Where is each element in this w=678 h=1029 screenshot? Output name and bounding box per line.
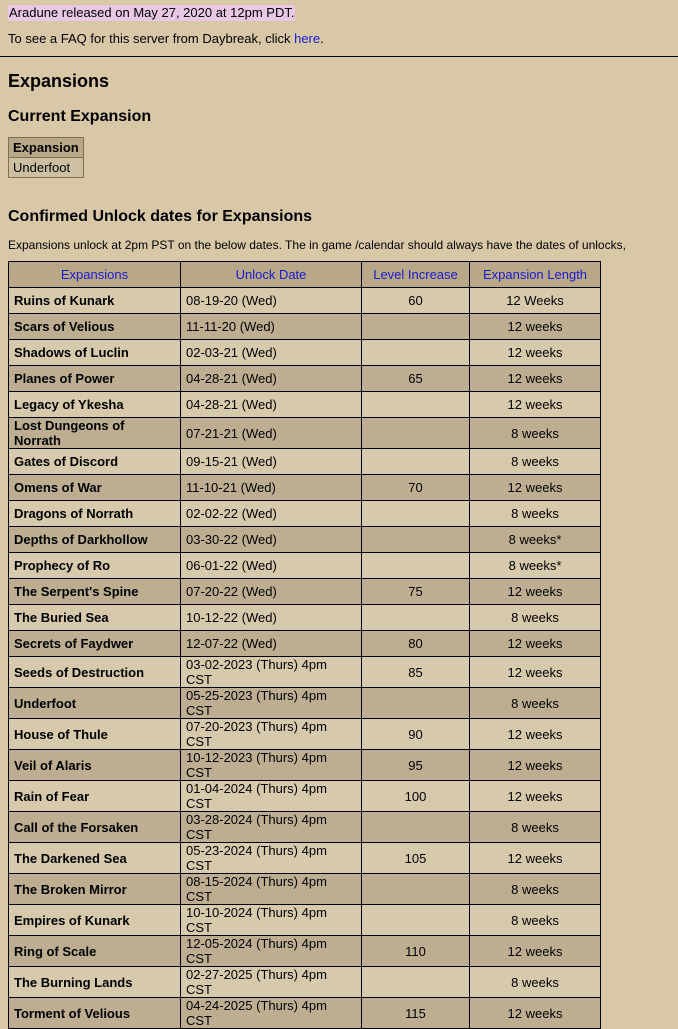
table-row xyxy=(9,288,601,314)
unlock-date-cell: 10-12-22 (Wed) xyxy=(181,605,362,631)
column-header-expansion-length[interactable]: Expansion Length xyxy=(470,262,601,288)
level-increase-cell xyxy=(362,392,470,418)
expansion-length-cell: 8 weeks xyxy=(470,905,601,936)
table-row xyxy=(9,719,601,750)
level-increase-cell: 100 xyxy=(362,781,470,812)
confirmed-unlock-heading: Confirmed Unlock dates for Expansions xyxy=(8,208,313,225)
level-increase-cell: 110 xyxy=(362,936,470,967)
table-row xyxy=(9,579,601,605)
level-increase-cell: 90 xyxy=(362,719,470,750)
table-row xyxy=(9,527,601,553)
expansion-name-cell: Rain of Fear xyxy=(9,781,181,812)
expansion-length-cell: 12 weeks xyxy=(470,998,601,1029)
level-increase-cell: 70 xyxy=(362,475,470,501)
unlock-intro-text: Expansions unlock at 2pm PST on the below dates. The in game /calendar should always have the dates of unlocks, xyxy=(8,238,626,252)
level-increase-cell xyxy=(362,812,470,843)
unlock-date-cell: 03-28-2024 (Thurs) 4pm CST xyxy=(181,812,362,843)
divider xyxy=(0,56,678,57)
unlock-table-body xyxy=(9,288,601,1029)
unlock-date-cell: 02-27-2025 (Thurs) 4pm CST xyxy=(181,967,362,998)
expansion-name-cell: Gates of Discord xyxy=(9,449,181,475)
expansion-name-cell: Lost Dungeons of Norrath xyxy=(9,418,181,449)
expansion-length-cell: 12 weeks xyxy=(470,366,601,392)
unlock-table-header-row xyxy=(9,262,601,288)
table-row xyxy=(9,605,601,631)
expansion-length-cell: 8 weeks xyxy=(470,688,601,719)
unlock-date-cell: 03-02-2023 (Thurs) 4pm CST xyxy=(181,657,362,688)
expansion-length-cell: 8 weeks xyxy=(470,605,601,631)
expansion-name-cell: The Broken Mirror xyxy=(9,874,181,905)
unlock-date-cell: 01-04-2024 (Thurs) 4pm CST xyxy=(181,781,362,812)
level-increase-cell xyxy=(362,967,470,998)
level-increase-cell: 75 xyxy=(362,579,470,605)
expansion-name-cell: Omens of War xyxy=(9,475,181,501)
faq-line xyxy=(8,31,324,47)
expansion-length-cell: 8 weeks* xyxy=(470,553,601,579)
table-row xyxy=(9,418,601,449)
expansion-name-cell: Veil of Alaris xyxy=(9,750,181,781)
level-increase-cell: 105 xyxy=(362,843,470,874)
table-row xyxy=(9,936,601,967)
table-row xyxy=(9,340,601,366)
level-increase-cell xyxy=(362,553,470,579)
unlock-date-cell: 06-01-22 (Wed) xyxy=(181,553,362,579)
current-expansion-heading: Current Expansion xyxy=(8,108,152,125)
release-announcement: Aradune released on May 27, 2020 at 12pm PDT. xyxy=(9,5,295,20)
unlock-date-cell: 05-23-2024 (Thurs) 4pm CST xyxy=(181,843,362,874)
unlock-date-cell: 10-10-2024 (Thurs) 4pm CST xyxy=(181,905,362,936)
level-increase-cell xyxy=(362,314,470,340)
column-header-expansions[interactable]: Expansions xyxy=(9,262,181,288)
current-expansion-table xyxy=(8,137,84,178)
current-expansion-header-row xyxy=(9,138,84,158)
expansion-length-cell: 12 weeks xyxy=(470,579,601,605)
expansion-name-cell: Ring of Scale xyxy=(9,936,181,967)
expansion-length-cell: 8 weeks xyxy=(470,967,601,998)
level-increase-cell xyxy=(362,340,470,366)
level-increase-cell xyxy=(362,874,470,905)
table-row xyxy=(9,501,601,527)
expansion-name-cell: Secrets of Faydwer xyxy=(9,631,181,657)
table-row xyxy=(9,631,601,657)
expansion-length-cell: 12 weeks xyxy=(470,392,601,418)
level-increase-cell xyxy=(362,688,470,719)
expansion-name-cell: House of Thule xyxy=(9,719,181,750)
expansion-length-cell: 8 weeks xyxy=(470,874,601,905)
expansion-name-cell: Prophecy of Ro xyxy=(9,553,181,579)
unlock-date-cell: 07-21-21 (Wed) xyxy=(181,418,362,449)
expansions-heading: Expansions xyxy=(8,71,110,91)
level-increase-cell xyxy=(362,418,470,449)
expansion-name-cell: Scars of Velious xyxy=(9,314,181,340)
faq-prefix: To see a FAQ for this server from Daybreak, click xyxy=(8,31,295,46)
table-row xyxy=(9,998,601,1029)
expansion-length-cell: 12 weeks xyxy=(470,657,601,688)
expansion-length-cell: 12 weeks xyxy=(470,631,601,657)
unlock-date-cell: 04-24-2025 (Thurs) 4pm CST xyxy=(181,998,362,1029)
level-increase-cell: 80 xyxy=(362,631,470,657)
expansion-name-cell: Dragons of Norrath xyxy=(9,501,181,527)
unlock-date-cell: 07-20-22 (Wed) xyxy=(181,579,362,605)
level-increase-cell xyxy=(362,501,470,527)
expansion-length-cell: 8 weeks xyxy=(470,449,601,475)
current-expansion-value: Underfoot xyxy=(9,158,84,178)
table-row xyxy=(9,781,601,812)
table-row xyxy=(9,392,601,418)
expansion-length-cell: 8 weeks* xyxy=(470,527,601,553)
unlock-date-cell: 04-28-21 (Wed) xyxy=(181,366,362,392)
expansion-name-cell: Underfoot xyxy=(9,688,181,719)
table-row xyxy=(9,475,601,501)
level-increase-cell: 115 xyxy=(362,998,470,1029)
expansion-name-cell: Call of the Forsaken xyxy=(9,812,181,843)
expansion-length-cell: 8 weeks xyxy=(470,812,601,843)
expansion-length-cell: 12 weeks xyxy=(470,719,601,750)
expansion-length-cell: 12 Weeks xyxy=(470,288,601,314)
table-row xyxy=(9,750,601,781)
expansion-length-cell: 12 weeks xyxy=(470,781,601,812)
unlock-date-cell: 12-05-2024 (Thurs) 4pm CST xyxy=(181,936,362,967)
table-row xyxy=(9,314,601,340)
table-row xyxy=(9,366,601,392)
expansion-length-cell: 12 weeks xyxy=(470,843,601,874)
expansion-name-cell: The Serpent's Spine xyxy=(9,579,181,605)
level-increase-cell xyxy=(362,605,470,631)
table-row xyxy=(9,843,601,874)
expansion-name-cell: Ruins of Kunark xyxy=(9,288,181,314)
table-row xyxy=(9,967,601,998)
current-expansion-column-header: Expansion xyxy=(9,138,84,158)
table-row xyxy=(9,449,601,475)
unlock-date-cell: 04-28-21 (Wed) xyxy=(181,392,362,418)
level-increase-cell xyxy=(362,449,470,475)
table-row xyxy=(9,905,601,936)
unlock-date-cell: 02-03-21 (Wed) xyxy=(181,340,362,366)
expansion-length-cell: 12 weeks xyxy=(470,314,601,340)
expansion-name-cell: Shadows of Luclin xyxy=(9,340,181,366)
table-row xyxy=(9,657,601,688)
unlock-date-cell: 02-02-22 (Wed) xyxy=(181,501,362,527)
unlock-date-cell: 09-15-21 (Wed) xyxy=(181,449,362,475)
expansion-length-cell: 12 weeks xyxy=(470,475,601,501)
expansion-length-cell: 12 weeks xyxy=(470,936,601,967)
expansion-name-cell: The Burning Lands xyxy=(9,967,181,998)
unlock-date-cell: 07-20-2023 (Thurs) 4pm CST xyxy=(181,719,362,750)
level-increase-cell: 95 xyxy=(362,750,470,781)
table-row xyxy=(9,553,601,579)
expansion-name-cell: The Buried Sea xyxy=(9,605,181,631)
expansion-name-cell: Depths of Darkhollow xyxy=(9,527,181,553)
expansion-name-cell: Planes of Power xyxy=(9,366,181,392)
unlock-date-cell: 12-07-22 (Wed) xyxy=(181,631,362,657)
expansion-name-cell: Seeds of Destruction xyxy=(9,657,181,688)
faq-suffix: . xyxy=(320,31,324,46)
column-header-unlock-date[interactable]: Unlock Date xyxy=(181,262,362,288)
table-row xyxy=(9,874,601,905)
expansion-name-cell: Legacy of Ykesha xyxy=(9,392,181,418)
expansion-length-cell: 8 weeks xyxy=(470,418,601,449)
expansion-name-cell: Torment of Velious xyxy=(9,998,181,1029)
current-expansion-value-row xyxy=(9,158,84,178)
expansion-name-cell: The Darkened Sea xyxy=(9,843,181,874)
column-header-level-increase[interactable]: Level Increase xyxy=(362,262,470,288)
expansion-name-cell: Empires of Kunark xyxy=(9,905,181,936)
table-row xyxy=(9,812,601,843)
faq-link[interactable]: here xyxy=(294,31,321,46)
unlock-date-cell: 08-19-20 (Wed) xyxy=(181,288,362,314)
level-increase-cell: 65 xyxy=(362,366,470,392)
level-increase-cell xyxy=(362,905,470,936)
unlock-date-cell: 11-10-21 (Wed) xyxy=(181,475,362,501)
level-increase-cell: 60 xyxy=(362,288,470,314)
unlock-date-cell: 10-12-2023 (Thurs) 4pm CST xyxy=(181,750,362,781)
level-increase-cell xyxy=(362,527,470,553)
unlock-date-cell: 03-30-22 (Wed) xyxy=(181,527,362,553)
expansion-length-cell: 12 weeks xyxy=(470,340,601,366)
expansion-length-cell: 12 weeks xyxy=(470,750,601,781)
unlock-date-cell: 11-11-20 (Wed) xyxy=(181,314,362,340)
level-increase-cell: 85 xyxy=(362,657,470,688)
unlock-date-cell: 05-25-2023 (Thurs) 4pm CST xyxy=(181,688,362,719)
unlock-date-cell: 08-15-2024 (Thurs) 4pm CST xyxy=(181,874,362,905)
unlock-dates-table xyxy=(8,261,601,1029)
expansion-length-cell: 8 weeks xyxy=(470,501,601,527)
table-row xyxy=(9,688,601,719)
